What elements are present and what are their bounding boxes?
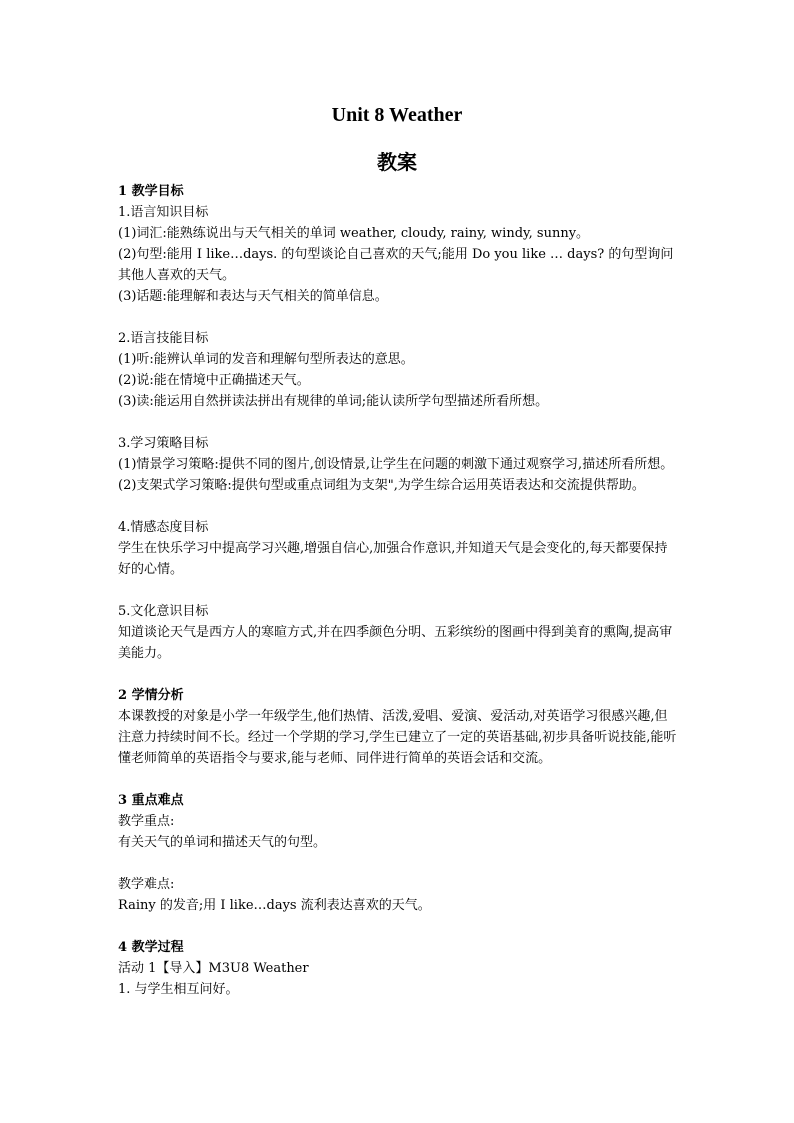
activity-line: 活动 1【导入】M3U8 Weather [118, 961, 309, 976]
paragraph: 知道谈论天气是西方人的寒暄方式,并在四季颜色分明、五彩缤纷的图画中得到美育的熏陶,提高审美能力。 [118, 625, 673, 661]
document-title: Unit 8 Weather [331, 104, 463, 126]
document-body [118, 181, 678, 1000]
key-points-label: 教学重点: [118, 814, 175, 829]
paragraph: 1. 与学生相互问好。 [118, 982, 239, 997]
paragraph: (1)词汇:能熟练说出与天气相关的单词 weather, cloudy, rainy, windy, sunny。 [118, 226, 590, 241]
section-heading-objectives: 1 教学目标 [118, 184, 184, 199]
subsection-heading-strategy: 3.学习策略目标 [118, 436, 209, 451]
paragraph: 有关天气的单词和描述天气的句型。 [118, 835, 327, 850]
subsection-heading-knowledge: 1.语言知识目标 [118, 205, 209, 220]
subsection-heading-culture: 5.文化意识目标 [118, 604, 209, 619]
paragraph: (3)读:能运用自然拼读法拼出有规律的单词;能认读所学句型描述所看所想。 [118, 394, 549, 409]
difficulties-label: 教学难点: [118, 877, 175, 892]
paragraph: Rainy 的发音;用 I like…days 流利表达喜欢的天气。 [118, 898, 431, 913]
subsection-heading-skills: 2.语言技能目标 [118, 331, 209, 346]
section-heading-analysis: 2 学情分析 [118, 688, 184, 703]
document-subtitle: 教案 [377, 152, 417, 174]
paragraph: (2)说:能在情境中正确描述天气。 [118, 373, 310, 388]
paragraph: (3)话题:能理解和表达与天气相关的简单信息。 [118, 289, 388, 304]
section-heading-key-points: 3 重点难点 [118, 793, 184, 808]
paragraph: 学生在快乐学习中提高学习兴趣,增强自信心,加强合作意识,并知道天气是会变化的,每天都要保持好的心情。 [118, 541, 668, 577]
paragraph: (2)支架式学习策略:提供句型或重点词组为支架",为学生综合运用英语表达和交流提供帮助。 [118, 478, 645, 493]
paragraph: 本课教授的对象是小学一年级学生,他们热情、活泼,爱唱、爱演、爱活动,对英语学习很感兴趣,但注意力持续时间不长。经过一个学期的学习,学生已建立了一定的英语基础,初步具备听说技能,能听懂老师简单的英语指令与要求,能与老师、同伴进行简单的英语会话和交流。 [118, 709, 677, 766]
paragraph: (1)听:能辨认单词的发音和理解句型所表达的意思。 [118, 352, 414, 367]
section-heading-process: 4 教学过程 [118, 940, 184, 955]
paragraph: (1)情景学习策略:提供不同的图片,创设情景,让学生在问题的刺激下通过观察学习,描述所看所想。 [118, 457, 674, 472]
subsection-heading-emotion: 4.情感态度目标 [118, 520, 209, 535]
paragraph: (2)句型:能用 I like…days. 的句型谈论自己喜欢的天气;能用 Do you like … days? 的句型询问其他人喜欢的天气。 [118, 247, 674, 283]
